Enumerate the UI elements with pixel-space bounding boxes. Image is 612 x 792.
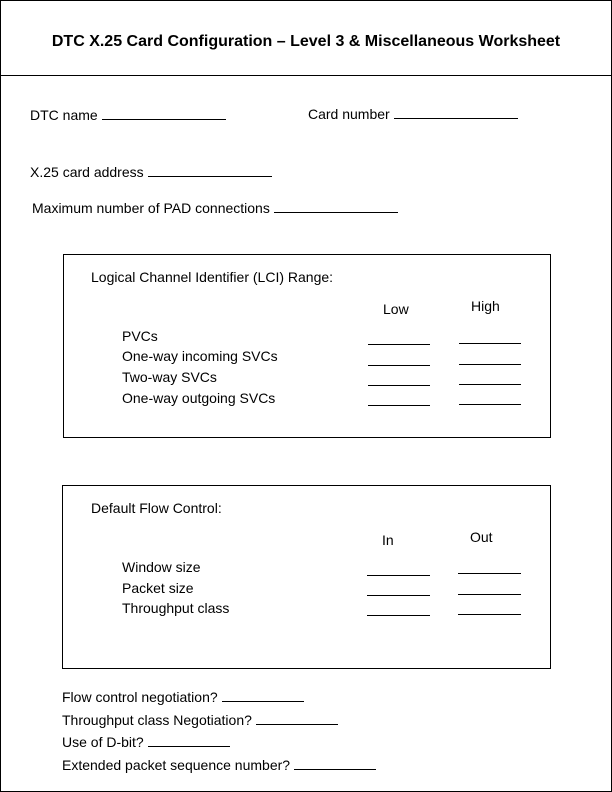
dtc-name-field bbox=[30, 107, 226, 124]
flow-out-blank[interactable] bbox=[458, 594, 521, 595]
dtc-name-blank[interactable] bbox=[102, 107, 226, 120]
question-label: Extended packet sequence number? bbox=[62, 757, 291, 773]
flow-row-label: Throughput class bbox=[122, 600, 230, 616]
x25-address-label: X.25 card address bbox=[30, 164, 144, 180]
flow-in-blank[interactable] bbox=[367, 595, 430, 596]
card-number-blank[interactable] bbox=[394, 106, 518, 119]
lci-high-blank[interactable] bbox=[459, 343, 521, 344]
flow-row-label: Window size bbox=[122, 559, 201, 575]
flow-in-blank[interactable] bbox=[367, 575, 430, 576]
flow-in-blank[interactable] bbox=[367, 615, 430, 616]
x25-address-blank[interactable] bbox=[148, 164, 272, 177]
question-label: Use of D-bit? bbox=[62, 734, 144, 750]
question-label: Flow control negotiation? bbox=[62, 689, 218, 705]
question-d-bit bbox=[62, 734, 230, 751]
question-extended-sequence bbox=[62, 757, 376, 774]
question-throughput-negotiation bbox=[62, 712, 338, 729]
lci-row-label: Two-way SVCs bbox=[122, 369, 217, 385]
question-label: Throughput class Negotiation? bbox=[62, 712, 252, 728]
card-number-field bbox=[308, 106, 518, 123]
question-blank[interactable] bbox=[148, 734, 230, 747]
lci-high-blank[interactable] bbox=[459, 404, 521, 405]
question-blank[interactable] bbox=[222, 689, 304, 702]
flow-col-out: Out bbox=[470, 529, 493, 545]
card-number-label: Card number bbox=[308, 106, 390, 122]
lci-col-low: Low bbox=[383, 301, 409, 317]
question-blank[interactable] bbox=[256, 712, 338, 725]
lci-col-high: High bbox=[471, 298, 500, 314]
question-flow-negotiation bbox=[62, 689, 304, 706]
question-blank[interactable] bbox=[294, 757, 376, 770]
flow-heading: Default Flow Control: bbox=[91, 500, 222, 516]
lci-high-blank[interactable] bbox=[459, 364, 521, 365]
lci-row-label: One-way incoming SVCs bbox=[122, 348, 278, 364]
flow-col-in: In bbox=[382, 532, 394, 548]
lci-low-blank[interactable] bbox=[368, 344, 430, 345]
lci-row-label: One-way outgoing SVCs bbox=[122, 390, 276, 406]
max-pad-label: Maximum number of PAD connections bbox=[32, 200, 270, 216]
lci-row-label: PVCs bbox=[122, 328, 158, 344]
flow-row-label: Packet size bbox=[122, 580, 194, 596]
lci-low-blank[interactable] bbox=[368, 405, 430, 406]
lci-low-blank[interactable] bbox=[368, 365, 430, 366]
lci-high-blank[interactable] bbox=[459, 384, 521, 385]
flow-out-blank[interactable] bbox=[458, 614, 521, 615]
title-divider bbox=[1, 75, 611, 76]
lci-heading: Logical Channel Identifier (LCI) Range: bbox=[91, 269, 334, 285]
x25-address-field bbox=[30, 164, 272, 181]
page-title: DTC X.25 Card Configuration – Level 3 & Miscellaneous Worksheet bbox=[51, 33, 561, 50]
dtc-name-label: DTC name bbox=[30, 107, 98, 123]
lci-low-blank[interactable] bbox=[368, 385, 430, 386]
max-pad-field bbox=[32, 200, 398, 217]
flow-out-blank[interactable] bbox=[458, 573, 521, 574]
max-pad-blank[interactable] bbox=[274, 200, 398, 213]
